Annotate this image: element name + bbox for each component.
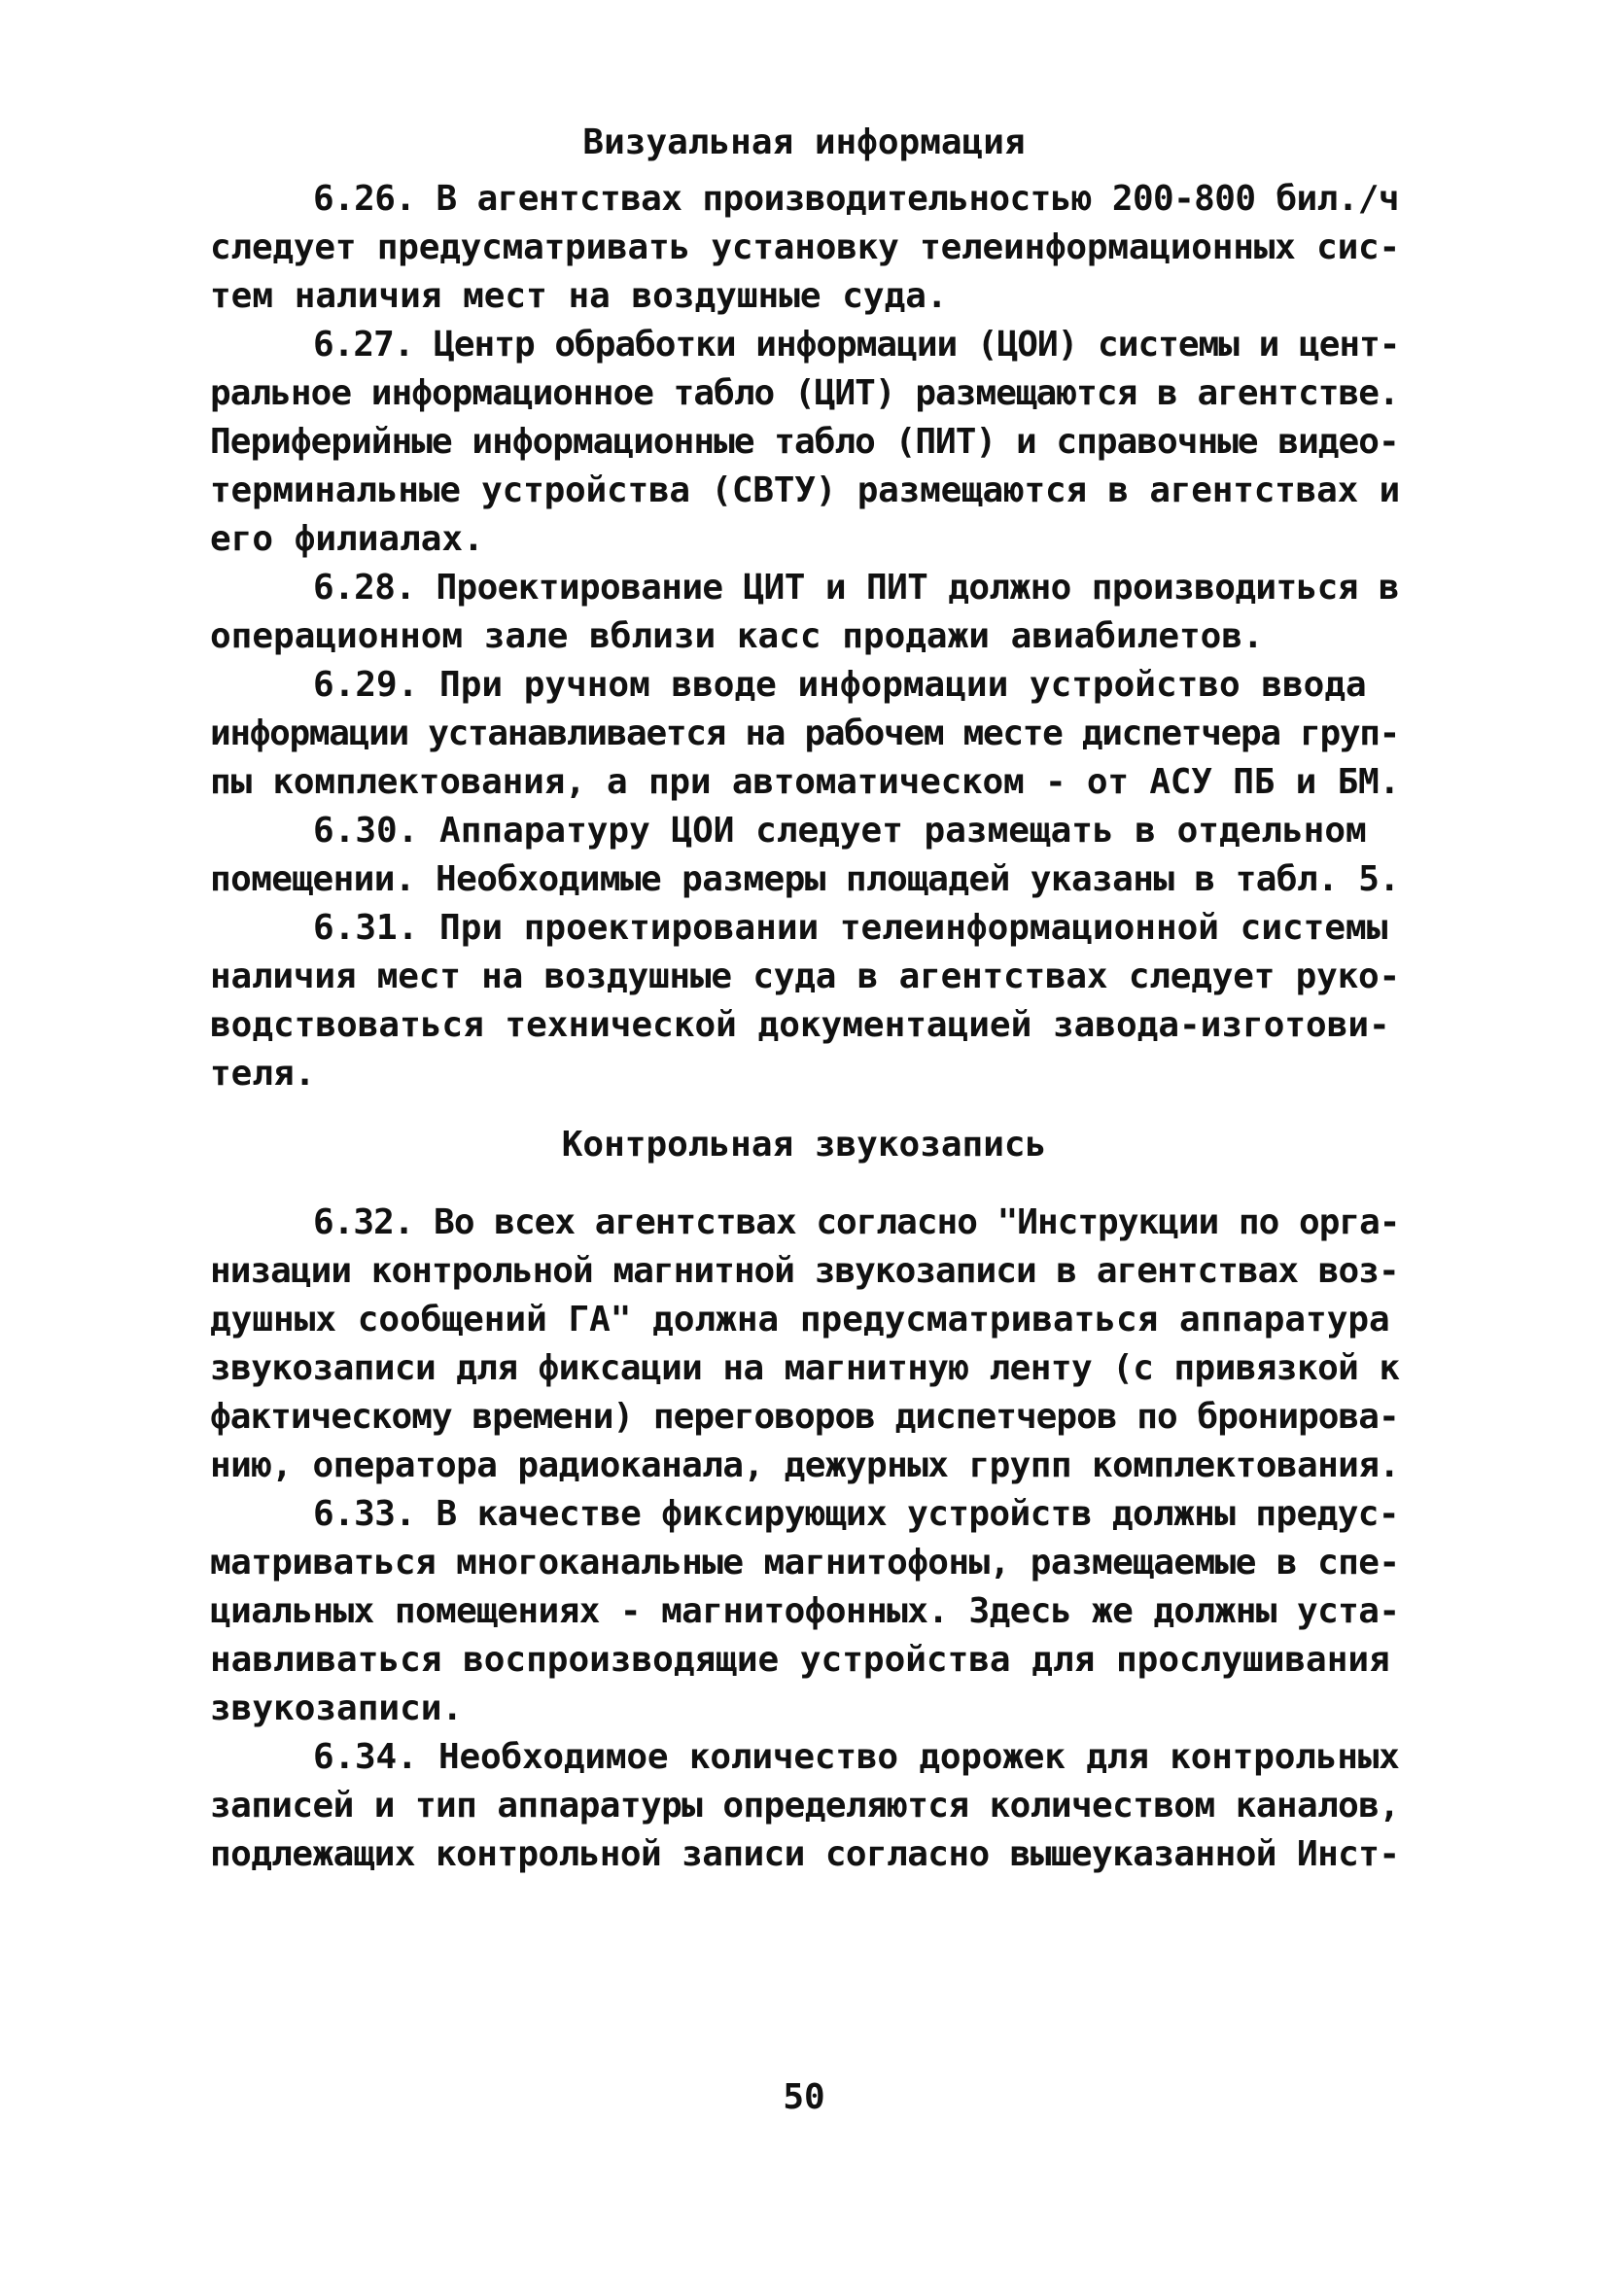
text-line: теля. — [210, 1054, 316, 1094]
text-line: помещении. Необходимые размеры площадей указаны в табл. 5. — [210, 859, 1400, 899]
text-line: подлежащих контрольной записи согласно вышеуказанной Инст- — [210, 1834, 1400, 1874]
page-number: 50 — [783, 2077, 825, 2117]
text-line: звукозаписи. — [210, 1688, 464, 1728]
text-line: 6.27. Центр обработки информации (ЦОИ) системы и цент- — [313, 325, 1400, 365]
text-line: 6.29. При ручном вводе информации устройство ввода — [313, 665, 1367, 705]
section-heading-control-recording: Контрольная звукозапись — [561, 1125, 1047, 1165]
text-line: 6.33. В качестве фиксирующих устройств должны предус- — [313, 1494, 1399, 1534]
text-line: терминальные устройства (СВТУ) размещаются в агентствах и — [210, 470, 1401, 510]
text-line: 6.31. При проектировании телеинформационной системы — [313, 908, 1388, 948]
text-line: Периферийные информационные табло (ПИТ) и справочные видео- — [210, 422, 1399, 462]
text-line: циальных помещениях - магнитофонных. Здесь же должны уста- — [210, 1591, 1400, 1631]
text-line: навливаться воспроизводящие устройства для прослушивания — [210, 1640, 1390, 1680]
text-line: душных сообщений ГА" должна предусматриваться аппаратура — [210, 1300, 1390, 1339]
text-line: 6.28. Проектирование ЦИТ и ПИТ должно производиться в — [313, 568, 1399, 608]
text-line: фактическому времени) переговоров диспетчеров по бронирова- — [210, 1397, 1399, 1437]
text-line: записей и тип аппаратуры определяются количеством каналов, — [210, 1786, 1400, 1826]
text-line: пы комплектования, а при автоматическом - от АСУ ПБ и БМ. — [210, 762, 1401, 802]
text-line: операционном зале вблизи касс продажи авиабилетов. — [210, 616, 1264, 656]
text-line: следует предусматривать установку телеинформационных сис- — [210, 227, 1401, 267]
text-line: матриваться многоканальные магнитофоны, размещаемые в спе- — [210, 1543, 1400, 1583]
text-line: информации устанавливается на рабочем месте диспетчера груп- — [210, 713, 1400, 753]
text-line: тем наличия мест на воздушные суда. — [210, 276, 948, 316]
text-line: 6.26. В агентствах производительностью 200-800 бил./ч — [313, 179, 1399, 219]
text-line: ральное информационное табло (ЦИТ) размещаются в агентстве. — [210, 373, 1399, 413]
text-line: 6.30. Аппаратуру ЦОИ следует размещать в отдельном — [313, 811, 1367, 851]
text-line: наличия мест на воздушные суда в агентствах следует руко- — [210, 957, 1401, 996]
text-line: звукозаписи для фиксации на магнитную ленту (с привязкой к — [210, 1348, 1400, 1388]
text-line: низации контрольной магнитной звукозаписи в агентствах воз- — [210, 1251, 1399, 1291]
text-line: нию, оператора радиоканала, дежурных групп комплектования. — [210, 1445, 1400, 1485]
section-heading-visual-information: Визуальная информация — [582, 122, 1026, 162]
text-line: его филиалах. — [210, 519, 484, 559]
text-line: 6.32. Во всех агентствах согласно "Инструкции по орга- — [313, 1202, 1400, 1242]
text-line: 6.34. Необходимое количество дорожек для контрольных — [313, 1737, 1400, 1777]
text-line: водствоваться технической документацией завода-изготови- — [210, 1005, 1390, 1045]
